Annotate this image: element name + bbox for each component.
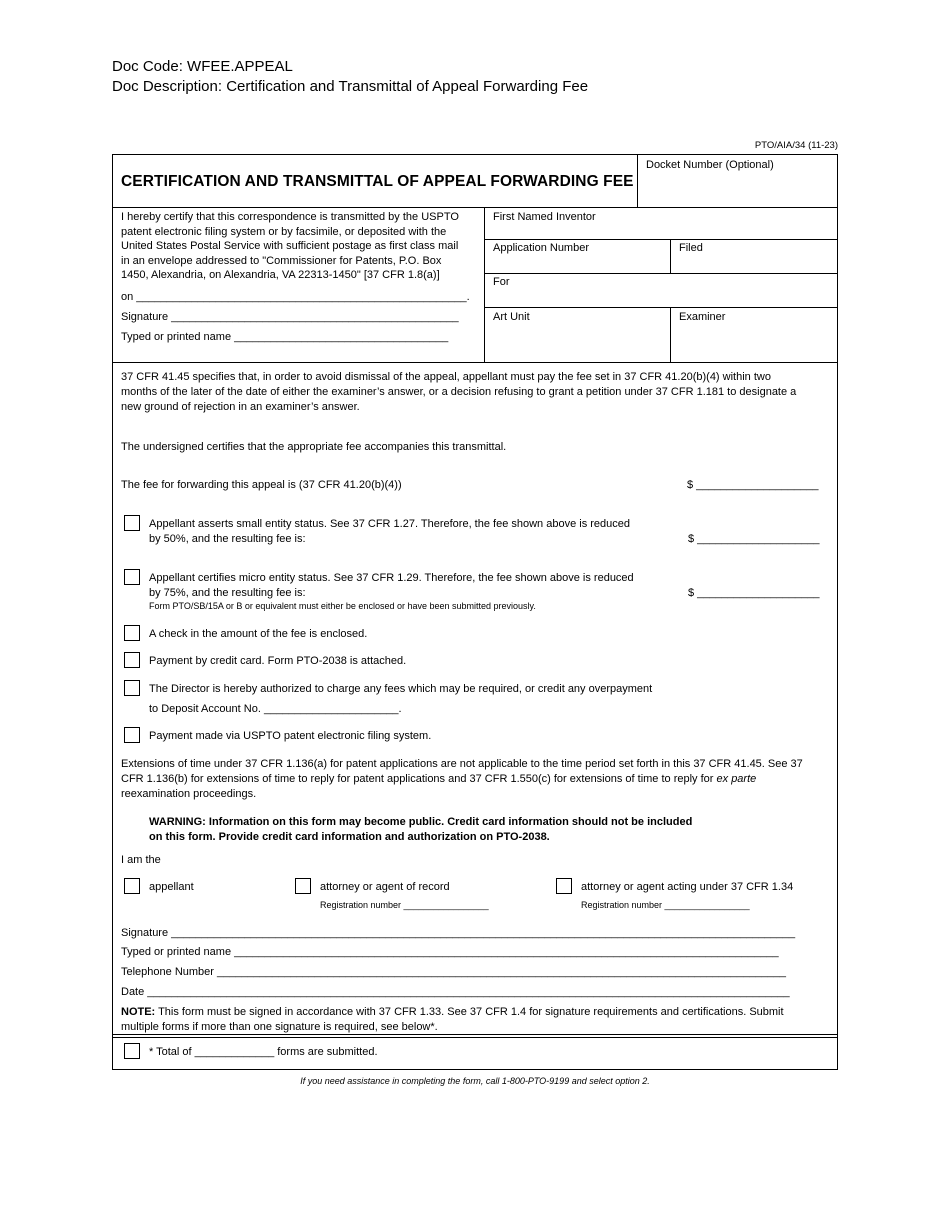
attorney-134-checkbox[interactable] (556, 878, 572, 894)
efs-payment-label: Payment made via USPTO patent electronic filing system. (149, 730, 432, 742)
doc-code: Doc Code: WFEE.APPEAL (112, 58, 293, 75)
attorney-of-record-label: attorney or agent of record (320, 881, 450, 893)
micro-entity-line2: by 75%, and the resulting fee is: (149, 587, 306, 599)
appellant-checkbox[interactable] (124, 878, 140, 894)
application-number-label: Application Number (493, 242, 589, 254)
efs-payment-checkbox[interactable] (124, 727, 140, 743)
deposit-account-field[interactable]: to Deposit Account No. ______________________. (149, 703, 402, 715)
form-title: CERTIFICATION AND TRANSMITTAL OF APPEAL FORWARDING FEE (121, 173, 634, 190)
extensions-line1: Extensions of time under 37 CFR 1.136(a) for patent applications are not applicable to the time period set forth in this 37 CFR 41.45. See 37 (121, 758, 803, 770)
certify-line4: in an envelope addressed to "Commissioner for Patents, P.O. Box (121, 255, 442, 267)
micro-entity-note: Form PTO/SB/15A or B or equivalent must either be enclosed or have been submitted previously. (149, 601, 536, 611)
fee-line-text: The fee for forwarding this appeal is (37 CFR 41.20(b)(4)) (121, 479, 402, 491)
typed-name-field[interactable]: Typed or printed name _________________________________________________________________________________________ (121, 946, 779, 958)
signature-field[interactable]: Signature ______________________________________________________________________________________________________ (121, 927, 796, 939)
appellant-label: appellant (149, 881, 194, 893)
rule-text-line1: 37 CFR 41.45 specifies that, in order to avoid dismissal of the appeal, appellant must pay the fee set in 37 CFR 41.20(b)(4) within two (121, 371, 771, 383)
date-field[interactable]: Date _________________________________________________________________________________________________________ (121, 986, 790, 998)
fee-amount-field[interactable]: $ ____________________ (687, 479, 819, 491)
note-line2: multiple forms if more than one signature is required, see below*. (121, 1021, 438, 1033)
warning-line1: WARNING: Information on this form may become public. Credit card information should not be included (149, 816, 693, 828)
attorney-134-registration-field[interactable]: Registration number _________________ (581, 900, 750, 910)
total-forms-checkbox[interactable] (124, 1043, 140, 1059)
attorney-registration-field[interactable]: Registration number _________________ (320, 900, 489, 910)
attorney-of-record-checkbox[interactable] (295, 878, 311, 894)
total-forms-field[interactable]: * Total of _____________ forms are submitted. (149, 1046, 378, 1058)
micro-entity-line1: Appellant certifies micro entity status. See 37 CFR 1.29. Therefore, the fee shown above is reduced (149, 572, 634, 584)
check-enclosed-checkbox[interactable] (124, 625, 140, 641)
micro-entity-checkbox[interactable] (124, 569, 140, 585)
i-am-the-label: I am the (121, 854, 161, 866)
extensions-line2: CFR 1.136(b) for extensions of time to reply for patent applications and 37 CFR 1.550(c) for extensions of time to reply for ex parte (121, 773, 757, 785)
check-enclosed-label: A check in the amount of the fee is enclosed. (149, 628, 368, 640)
credit-card-checkbox[interactable] (124, 652, 140, 668)
certify-line3: United States Postal Service with sufficient postage as first class mail (121, 240, 459, 252)
certify-line5: 1450, Alexandria, on Alexandria, VA 22313-1450" [37 CFR 1.8(a)] (121, 269, 440, 281)
attorney-134-label: attorney or agent acting under 37 CFR 1.34 (581, 881, 794, 893)
small-entity-line1: Appellant asserts small entity status. See 37 CFR 1.27. Therefore, the fee shown above is reduced (149, 518, 631, 530)
form-id: PTO/AIA/34 (11-23) (754, 140, 838, 151)
rule-text-line3: new ground of rejection in an examiner’s answer. (121, 401, 360, 413)
deposit-account-line1: The Director is hereby authorized to charge any fees which may be required, or credit any overpayment (149, 683, 653, 695)
rule-text-line2: months of the later of the date of either the examiner’s answer, or a decision refusing to grant a petition under 37 CFR 1.181 to designate a (121, 386, 797, 398)
for-label: For (493, 276, 510, 288)
small-entity-checkbox[interactable] (124, 515, 140, 531)
certifies-text: The undersigned certifies that the appropriate fee accompanies this transmittal. (121, 441, 507, 453)
first-named-inventor-label: First Named Inventor (493, 211, 596, 223)
certify-on-date-field[interactable]: on ______________________________________________________. (121, 291, 470, 303)
small-entity-fee-field[interactable]: $ ____________________ (688, 533, 820, 545)
micro-entity-fee-field[interactable]: $ ____________________ (688, 587, 820, 599)
extensions-line3: reexamination proceedings. (121, 788, 257, 800)
credit-card-label: Payment by credit card. Form PTO-2038 is attached. (149, 655, 407, 667)
deposit-account-checkbox[interactable] (124, 680, 140, 696)
small-entity-line2: by 50%, and the resulting fee is: (149, 533, 306, 545)
certify-typed-name-field[interactable]: Typed or printed name ___________________________________ (121, 331, 449, 343)
docket-label: Docket Number (Optional) (646, 159, 774, 171)
assistance-footer: If you need assistance in completing the form, call 1-800-PTO-9199 and select option 2. (300, 1076, 650, 1086)
certify-line1: I hereby certify that this correspondence is transmitted by the USPTO (121, 211, 459, 223)
examiner-label: Examiner (679, 311, 726, 323)
note-line1: NOTE: This form must be signed in accordance with 37 CFR 1.33. See 37 CFR 1.4 for signature requirements and certifications. Submit (121, 1006, 784, 1018)
warning-line2: on this form. Provide credit card information and authorization on PTO-2038. (149, 831, 550, 843)
docket-number-field[interactable] (637, 175, 837, 207)
certify-line2: patent electronic filing system or by facsimile, or deposited with the (121, 226, 447, 238)
telephone-field[interactable]: Telephone Number _____________________________________________________________________________________________ (121, 966, 786, 978)
certify-signature-field[interactable]: Signature _______________________________________________ (121, 311, 459, 323)
art-unit-label: Art Unit (493, 311, 530, 323)
filed-label: Filed (679, 242, 703, 254)
doc-description: Doc Description: Certification and Transmittal of Appeal Forwarding Fee (112, 78, 589, 95)
